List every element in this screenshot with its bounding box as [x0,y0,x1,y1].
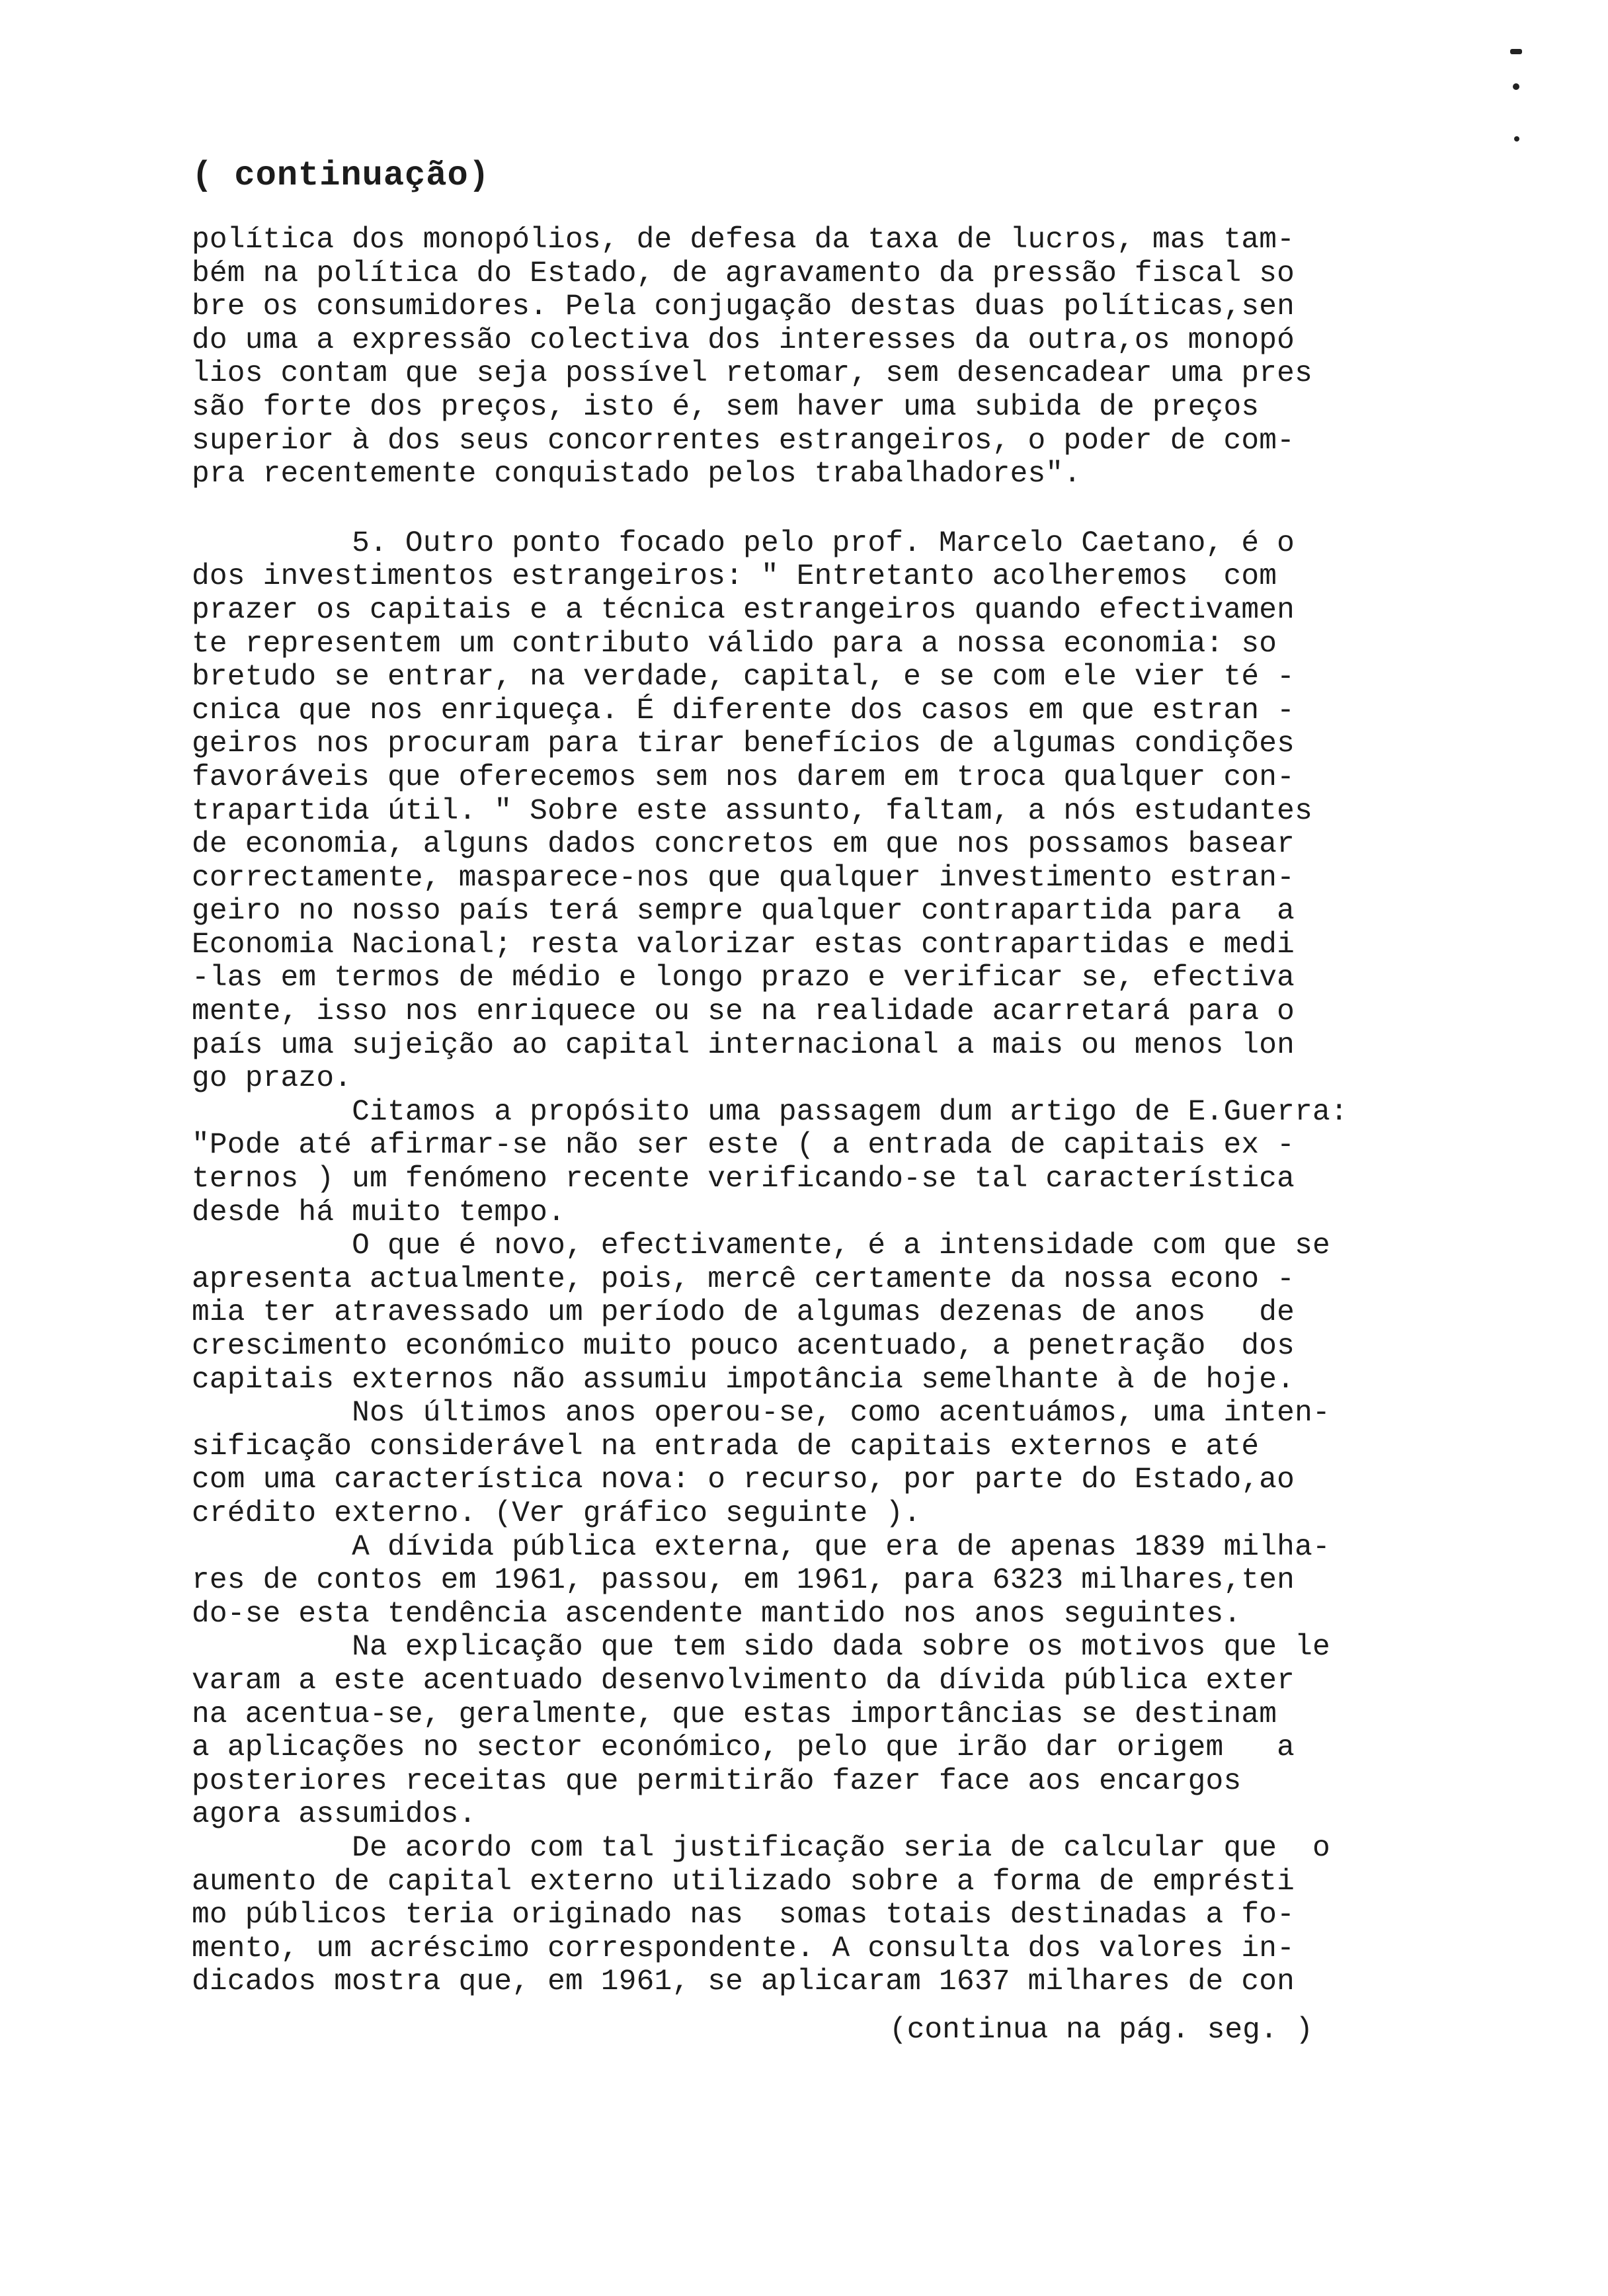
text-line: política dos monopólios, de defesa da taxa de lucros, mas tam- [192,224,1295,257]
text-line: "Pode até afirmar-se não ser este ( a entrada de capitais ex - [192,1129,1295,1163]
text-line: O que é novo, efectivamente, é a intensidade com que se [192,1229,1330,1263]
text-line: cnica que nos enriqueça. É diferente dos casos em que estran - [192,694,1295,727]
text-line: superior à dos seus concorrentes estrangeiros, o poder de com- [192,424,1295,458]
text-line: do-se esta tendência ascendente mantido nos anos seguintes. [192,1597,1242,1631]
text-line: go prazo. [192,1062,352,1096]
text-line: sificação considerável na entrada de capitais externos e até [192,1430,1260,1463]
continued-on-next-page-note: (continua na pág. seg. ) [889,2014,1313,2047]
text-line: de economia, alguns dados concretos em que nos possamos basear [192,828,1295,862]
body-text [192,224,1455,1999]
text-line: varam a este acentuado desenvolvimento da dívida pública exter [192,1664,1295,1698]
text-line: agora assumidos. [192,1798,477,1832]
text-line: mo públicos teria originado nas somas totais destinadas a fo- [192,1899,1295,1932]
text-line: mia ter atravessado um período de algumas dezenas de anos de [192,1296,1295,1330]
text-line: mente, isso nos enriquece ou se na realidade acarretará para o [192,995,1295,1029]
text-line: dos investimentos estrangeiros: " Entretanto acolheremos com [192,560,1277,594]
text-line: res de contos em 1961, passou, em 1961, para 6323 milhares,ten [192,1564,1295,1598]
text-line: Nos últimos anos operou-se, como acentuámos, uma inten- [192,1397,1330,1430]
text-line: com uma característica nova: o recurso, por parte do Estado,ao [192,1463,1295,1497]
text-line: prazer os capitais e a técnica estrangeiros quando efectivamen [192,593,1295,627]
text-line: De acordo com tal justificação seria de calcular que o [192,1831,1330,1865]
text-line: favoráveis que oferecemos sem nos darem em troca qualquer con- [192,760,1295,794]
page-speck [1514,136,1519,142]
text-line: são forte dos preços, isto é, sem haver uma subida de preços [192,390,1260,424]
text-line: pra recentemente conquistado pelos trabalhadores". [192,458,1082,491]
text-line: correctamente, masparece-nos que qualquer investimento estran- [192,861,1295,895]
text-line: país uma sujeição ao capital internacional a mais ou menos lon [192,1028,1295,1062]
text-line: desde há muito tempo. [192,1196,565,1229]
text-line: apresenta actualmente, pois, mercê certamente da nossa econo - [192,1262,1295,1296]
text-line: A dívida pública externa, que era de apenas 1839 milha- [192,1530,1330,1564]
continuation-heading: ( continuação) [192,156,490,195]
text-line: a aplicações no sector económico, pelo que irão dar origem a [192,1731,1295,1765]
text-line: bre os consumidores. Pela conjugação destas duas políticas,sen [192,290,1295,324]
page-speck [1510,49,1522,54]
text-line [192,491,1455,527]
text-line: Citamos a propósito uma passagem dum artigo de E.Guerra: [192,1095,1348,1129]
text-line: geiro no nosso país terá sempre qualquer contrapartida para a [192,895,1295,928]
text-line: crédito externo. (Ver gráfico seguinte ). [192,1496,922,1530]
text-line: Na explicação que tem sido dada sobre os motivos que le [192,1631,1330,1664]
text-line: 5. Outro ponto focado pelo prof. Marcelo Caetano, é o [192,526,1295,560]
text-line: capitais externos não assumiu impotância semelhante à de hoje. [192,1363,1295,1397]
text-line: lios contam que seja possível retomar, sem desencadear uma pres [192,357,1312,391]
page-speck [1513,83,1519,90]
text-line: trapartida útil. " Sobre este assunto, faltam, a nós estudantes [192,794,1312,828]
text-line: na acentua-se, geralmente, que estas importâncias se destinam [192,1698,1277,1731]
text-line: geiros nos procuram para tirar benefícios de algumas condições [192,727,1295,761]
text-line: posteriores receitas que permitirão fazer face aos encargos [192,1764,1242,1798]
text-line: bretudo se entrar, na verdade, capital, e se com ele vier té - [192,661,1295,694]
text-line: bém na política do Estado, de agravamento da pressão fiscal so [192,257,1295,290]
text-line: crescimento económico muito pouco acentuado, a penetração dos [192,1330,1295,1363]
text-line: mento, um acréscimo correspondente. A consulta dos valores in- [192,1932,1295,1965]
text-line: dicados mostra que, em 1961, se aplicaram 1637 milhares de con [192,1965,1295,1999]
text-line: -las em termos de médio e longo prazo e verificar se, efectiva [192,962,1295,995]
text-line: ternos ) um fenómeno recente verificando-se tal característica [192,1163,1295,1196]
text-line: te representem um contributo válido para a nossa economia: so [192,627,1277,661]
text-line: aumento de capital externo utilizado sobre a forma de emprésti [192,1865,1295,1899]
text-line: do uma a expressão colectiva dos interesses da outra,os monopó [192,323,1295,357]
text-line: Economia Nacional; resta valorizar estas contrapartidas e medi [192,928,1295,962]
